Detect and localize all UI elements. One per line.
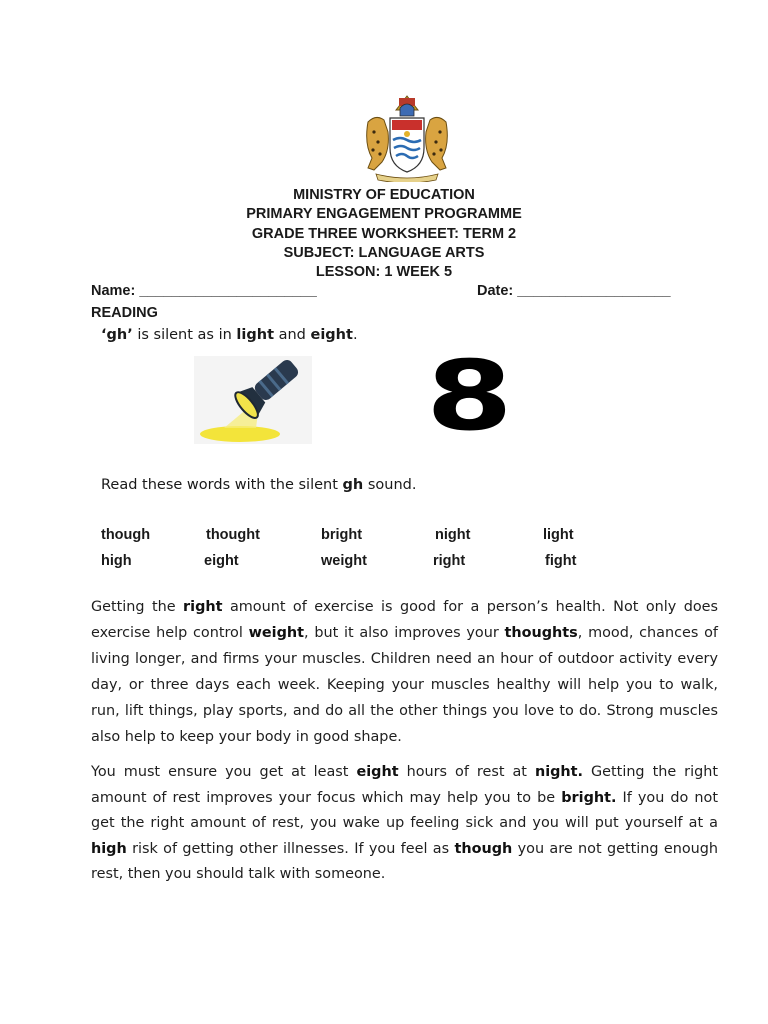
name-line[interactable]: ______________________: [139, 283, 317, 299]
date-field[interactable]: [477, 283, 671, 299]
intro-word-light: light: [236, 327, 274, 343]
para2-bold-word: night.: [534, 764, 584, 780]
para2-bold-word: eight: [356, 764, 399, 780]
word-item: night: [435, 527, 471, 543]
para1-text: Getting the: [91, 599, 184, 615]
para2-text: hours of rest at: [398, 764, 535, 780]
para2-bold-word: high: [91, 840, 127, 857]
word-item: light: [543, 527, 574, 543]
para1-bold-word: thoughts: [504, 625, 578, 641]
para1-bold-word: right: [183, 599, 223, 615]
word-item: right: [433, 553, 466, 569]
instruction-line: [101, 477, 416, 493]
date-line[interactable]: ___________________: [517, 283, 671, 299]
flashlight-image: [194, 356, 312, 444]
instruction-text-2: sound.: [363, 477, 417, 493]
paragraph-exercise: [91, 594, 718, 750]
ministry-title: MINISTRY OF EDUCATION: [293, 187, 475, 203]
para2-text: risk of getting other illnesses. If you feel as: [126, 840, 455, 857]
para1-text: , mood, chances of living longer, and firms your muscles. Children need an hour of outdoor activity every day, or three days each week. Keeping your muscles healthy will help you to walk, run, lift things, play sports, and do all the other things you love to do. Strong muscles also help to keep your body in good shape.: [91, 625, 718, 745]
intro-end: .: [352, 327, 358, 343]
intro-line: [101, 327, 358, 343]
subject-title: SUBJECT: LANGUAGE ARTS: [283, 244, 485, 261]
para2-text: If you do not get the right amount of rest, you wake up feeling sick and you will put yourself at a: [91, 789, 718, 831]
para1-bold-word: weight: [248, 625, 305, 641]
worksheet-header: [0, 186, 768, 282]
eight-glyph: 8: [425, 340, 513, 452]
paragraph-rest: [91, 760, 718, 888]
section-title: READING: [91, 305, 158, 321]
word-item: though: [101, 527, 151, 543]
para1-text: , but it also improves your: [304, 625, 505, 641]
word-item: high: [101, 553, 132, 569]
coat-of-arms-emblem: [356, 92, 458, 182]
word-row-2: [0, 553, 768, 573]
para2-text: Getting the right amount of rest improves your focus which may help you to be: [91, 764, 718, 806]
instruction-gh: gh: [342, 477, 364, 493]
para1-text: amount of exercise is good for a person’s health. Not only does exercise help control: [91, 599, 718, 641]
para2-text: you are not getting enough rest, then you should talk with someone.: [91, 840, 719, 882]
programme-title: PRIMARY ENGAGEMENT PROGRAMME: [246, 206, 522, 223]
word-item: fight: [545, 553, 577, 569]
para2-text: You must ensure you get at least: [91, 764, 357, 780]
para2-bold-word: bright.: [561, 789, 617, 806]
word-item: thought: [206, 527, 260, 543]
word-item: weight: [321, 553, 367, 569]
worksheet-title: GRADE THREE WORKSHEET: TERM 2: [251, 225, 517, 242]
lesson-title: LESSON: 1 WEEK 5: [315, 264, 453, 281]
name-label: Name:: [91, 283, 136, 299]
date-label: Date:: [477, 283, 514, 299]
intro-gh: ‘gh’: [101, 327, 133, 343]
word-item: eight: [204, 553, 239, 569]
intro-word-eight: eight: [310, 327, 353, 343]
intro-text-1: is silent as in: [132, 327, 237, 343]
para2-bold-word: though: [454, 840, 513, 857]
word-row-1: [0, 527, 768, 547]
intro-text-2: and: [274, 327, 311, 343]
instruction-text-1: Read these words with the silent: [101, 477, 343, 493]
name-field[interactable]: [91, 283, 317, 299]
word-item: bright: [321, 527, 363, 543]
flashlight-icon: [194, 356, 312, 444]
number-eight-image: [424, 340, 514, 452]
